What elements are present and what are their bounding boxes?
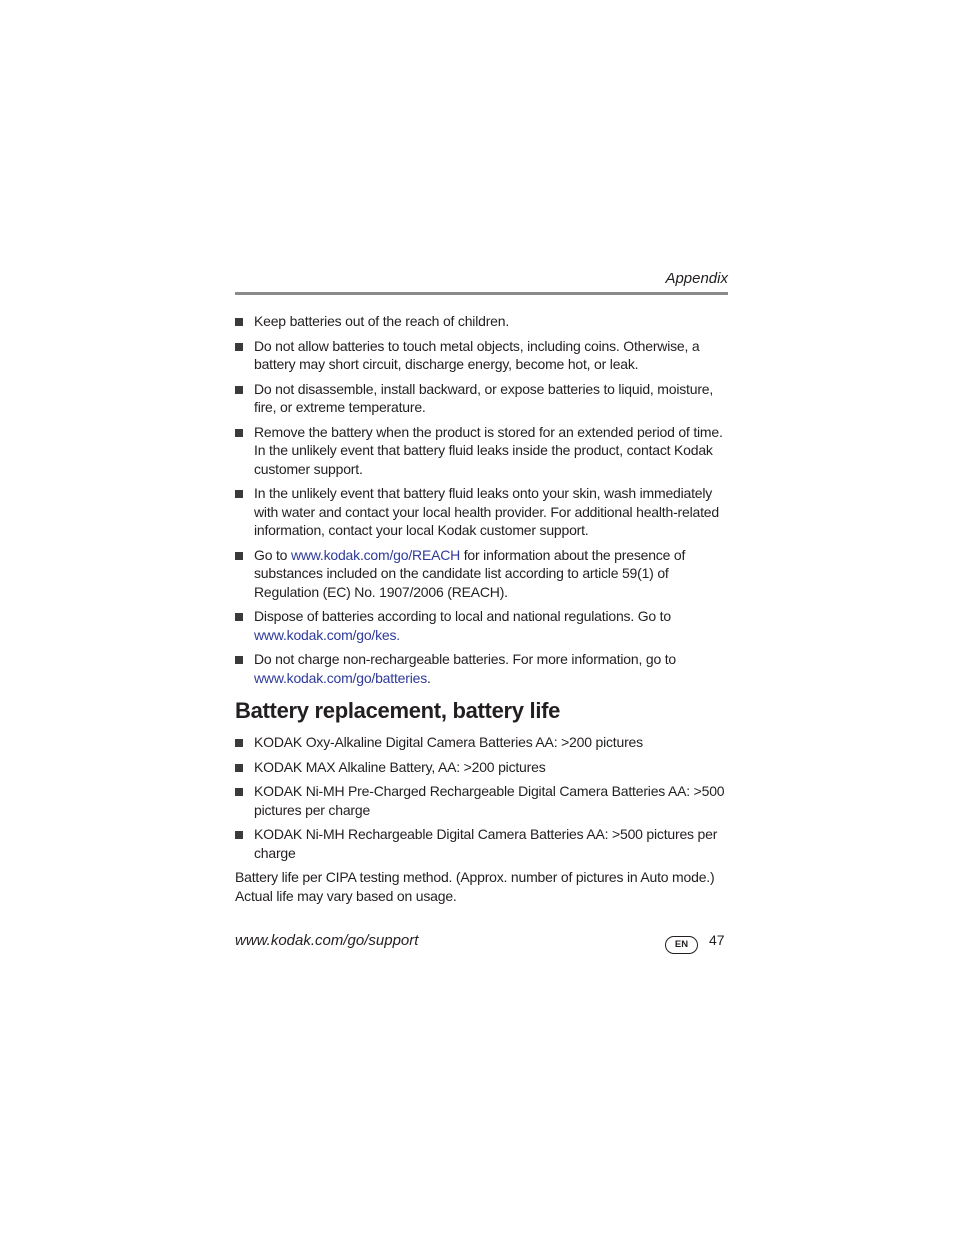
bullet-square-icon: [235, 764, 243, 772]
list-item: [235, 650, 728, 687]
bullet-square-icon: [235, 490, 243, 498]
bullet-text: Go to: [254, 546, 291, 563]
bullet-square-icon: [235, 788, 243, 796]
link[interactable]: www.kodak.com/go/kes.: [254, 626, 400, 643]
bullet-text: for information about the presence of substances included on the candidate list according to article 59(1) of Regulation (EC) No. 1907/2006 (REACH).: [254, 546, 686, 600]
link[interactable]: www.kodak.com/go/REACH: [290, 546, 461, 563]
list-item: [235, 733, 728, 752]
bullet-text: Dispose of batteries according to local and national regulations. Go to: [254, 608, 671, 624]
battery-safety-list: [235, 312, 728, 687]
bullet-text: KODAK MAX Alkaline Battery, AA: >200 pictures: [254, 758, 546, 775]
page-header-title: Appendix: [665, 270, 728, 287]
list-item: [235, 607, 728, 644]
list-item: [235, 380, 728, 417]
bullet-text: .: [427, 669, 431, 686]
bullet-square-icon: [235, 831, 243, 839]
list-item: [235, 312, 728, 331]
bullet-text: KODAK Ni-MH Rechargeable Digital Camera Batteries AA: >500 pictures per charge: [254, 826, 718, 861]
list-item: [235, 337, 728, 374]
list-item: [235, 423, 728, 479]
bullet-text: Keep batteries out of the reach of children.: [254, 313, 510, 329]
bullet-square-icon: [235, 343, 243, 351]
bullet-square-icon: [235, 552, 243, 560]
list-item: [235, 484, 728, 540]
bullet-text: Do not charge non-rechargeable batteries. For more information, go to: [254, 651, 676, 667]
bullet-square-icon: [235, 318, 243, 326]
header-divider: [235, 292, 728, 295]
page-number: 47: [709, 932, 725, 948]
battery-life-note: Battery life per CIPA testing method. (Approx. number of pictures in Auto mode.) Actual life may vary based on usage.: [235, 869, 715, 904]
language-badge: EN: [665, 936, 698, 954]
bullet-text: Do not allow batteries to touch metal objects, including coins. Otherwise, a battery may short circuit, discharge energy, become hot, or leak.: [254, 337, 700, 372]
list-item: [235, 825, 728, 862]
footer-support-url[interactable]: www.kodak.com/go/support: [235, 932, 419, 949]
bullet-square-icon: [235, 613, 243, 621]
section-heading: Battery replacement, battery life: [235, 698, 561, 723]
bullet-square-icon: [235, 739, 243, 747]
bullet-text: Do not disassemble, install backward, or expose batteries to liquid, moisture, fire, or extreme temperature.: [254, 380, 714, 415]
list-item: [235, 758, 728, 777]
page-content: [235, 312, 728, 905]
list-item: [235, 782, 728, 819]
bullet-square-icon: [235, 656, 243, 664]
bullet-square-icon: [235, 386, 243, 394]
bullet-text: KODAK Ni-MH Pre-Charged Rechargeable Digital Camera Batteries AA: >500 pictures per charge: [254, 783, 725, 818]
bullet-text: In the unlikely event that battery fluid leaks onto your skin, wash immediately with water and contact your local health provider. For additional health-related information, contact your local Kodak customer support.: [254, 485, 719, 538]
bullet-text: KODAK Oxy-Alkaline Digital Camera Batteries AA: >200 pictures: [254, 734, 643, 750]
bullet-square-icon: [235, 429, 243, 437]
bullet-text: Remove the battery when the product is stored for an extended period of time. In the unlikely event that battery fluid leaks inside the product, contact Kodak customer support.: [254, 423, 723, 477]
battery-life-list: [235, 733, 728, 862]
link[interactable]: www.kodak.com/go/batteries: [254, 669, 427, 686]
list-item: [235, 546, 728, 602]
